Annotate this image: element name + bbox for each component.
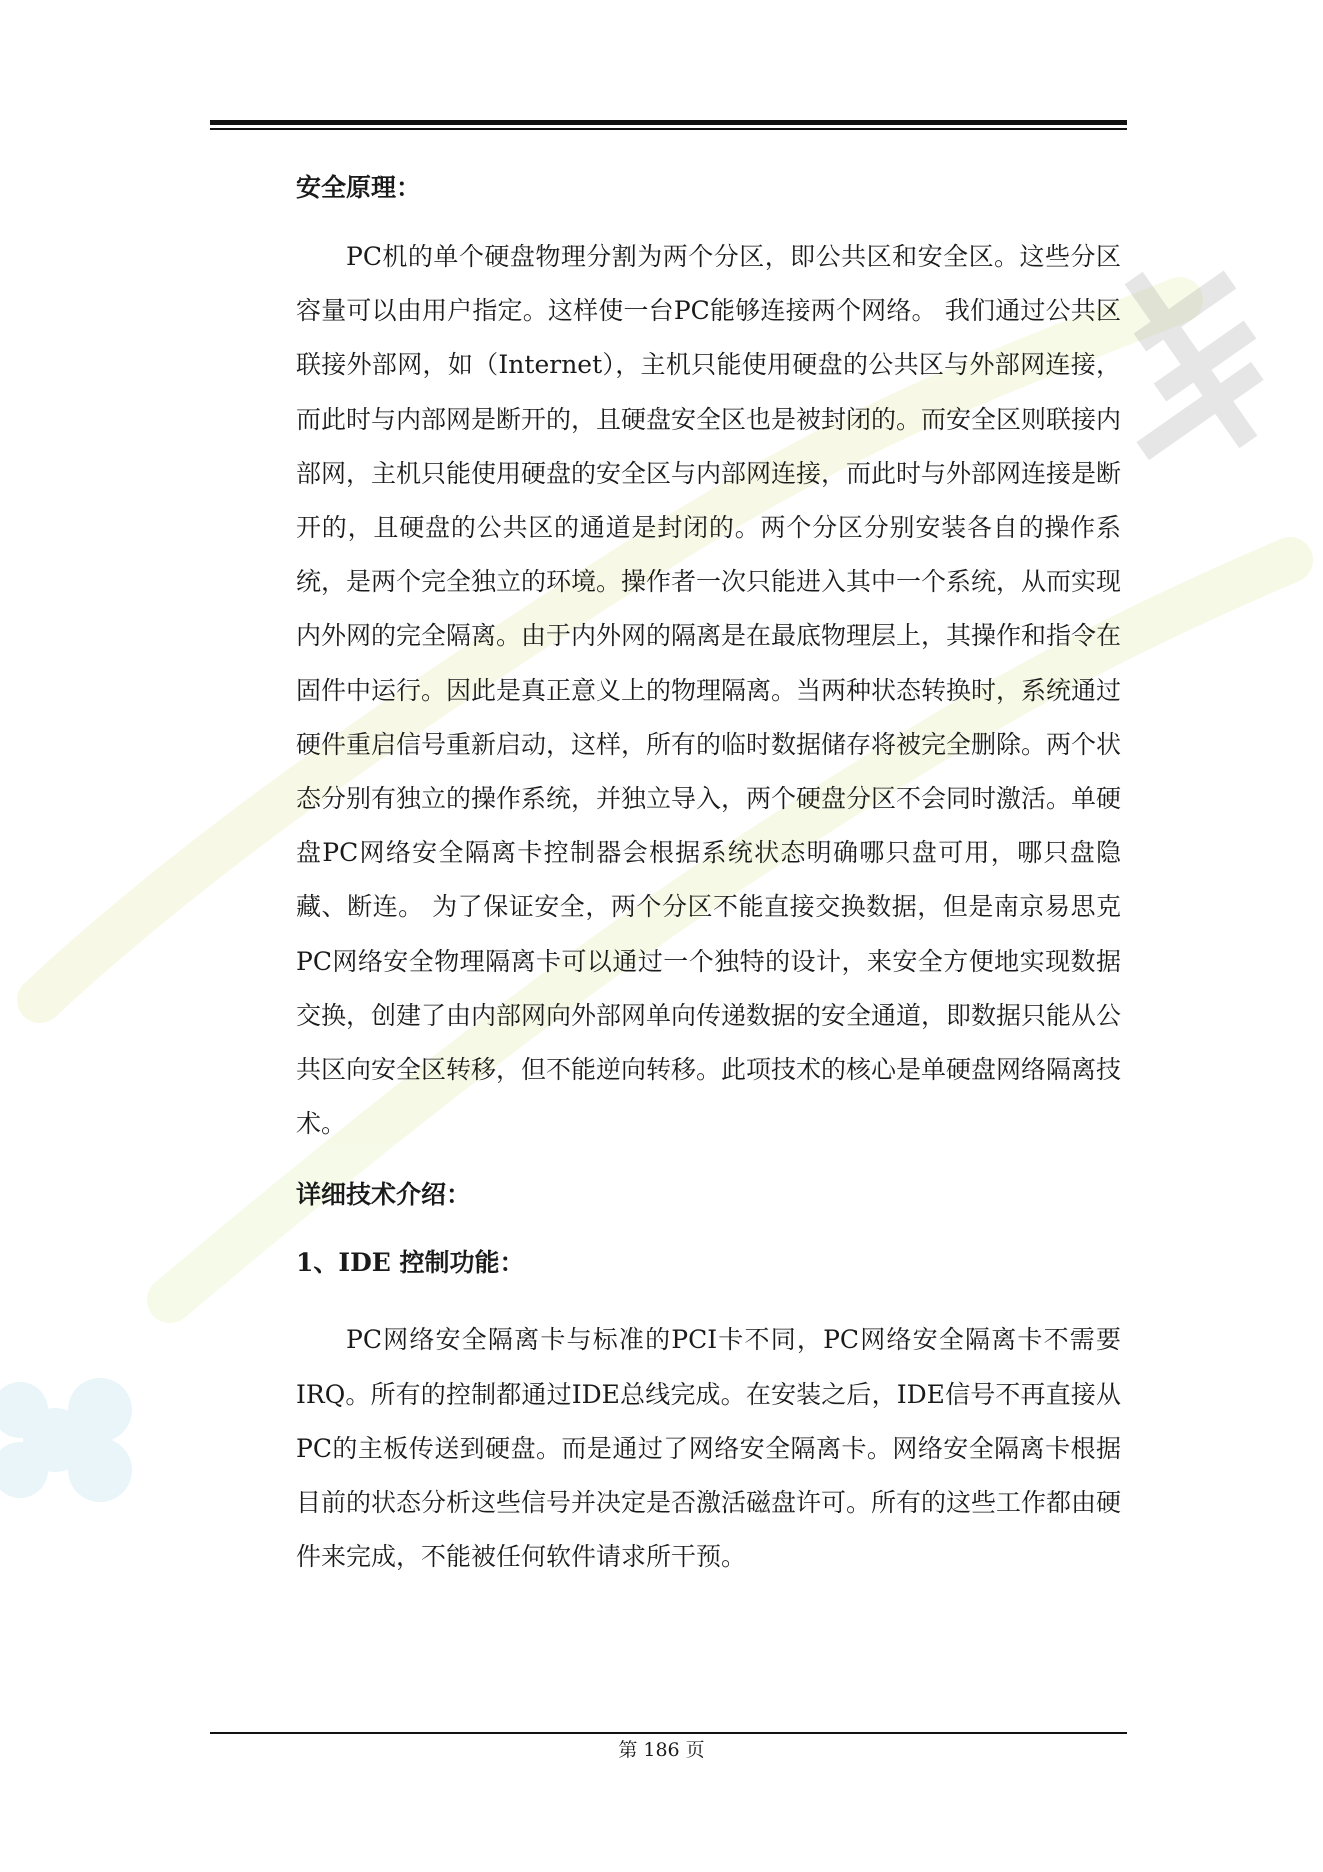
watermark-logo-icon bbox=[1125, 270, 1264, 460]
header-rule-thick bbox=[210, 120, 1127, 125]
section-heading-technical-details: 详细技术介绍： bbox=[296, 1180, 472, 1210]
subheading-ide-control: 1、IDE 控制功能： bbox=[296, 1248, 525, 1278]
page-number: 第 186 页 bbox=[618, 1739, 705, 1761]
header-rule-thin bbox=[210, 128, 1127, 130]
section-heading-security-principle: 安全原理： bbox=[296, 173, 422, 202]
flower-icon bbox=[0, 1378, 132, 1502]
page-content bbox=[296, 168, 1121, 1584]
paragraph-security-principle: PC机的单个硬盘物理分割为两个分区，即公共区和安全区。这些分区容量可以由用户指定。这样使一台PC能够连接两个网络。 我们通过公共区联接外部网，如（Internet），主机只能使用硬盘的公共区与外部网连接，而此时与内部网是断开的，且硬盘安全区也是被封闭的。而安全区则联接内部网，主机只能使用硬盘的安全区与内部网连接，而此时与外部网连接是断开的，且硬盘的公共区的通道是封闭的。两个分区分别安装各自的操作系统，是两个完全独立的环境。操作者一次只能进入其中一个系统，从而实现内外网的完全隔离。由于内外网的隔离是在最底物理层上，其操作和指令在固件中运行。因此是真正意义上的物理隔离。当两种状态转换时，系统通过硬件重启信号重新启动，这样，所有的临时数据储存将被完全删除。两个状态分别有独立的操作系统，并独立导入，两个硬盘分区不会同时激活。单硬盘PC网络安全隔离卡控制器会根据系统状态明确哪只盘可用，哪只盘隐藏、断连。 为了保证安全，两个分区不能直接交换数据，但是南京易思克PC网络安全物理隔离卡可以通过一个独特的设计，来安全方便地实现数据交换，创建了由内部网向外部网单向传递数据的安全通道，即数据只能从公共区向安全区转移，但不能逆向转移。此项技术的核心是单硬盘网络隔离技术。 bbox=[296, 242, 1122, 1139]
paragraph-ide-control: PC网络安全隔离卡与标准的PCI卡不同，PC网络安全隔离卡不需要IRQ。所有的控制都通过IDE总线完成。在安装之后，IDE信号不再直接从PC的主板传送到硬盘。而是通过了网络安全隔离卡。网络安全隔离卡根据目前的状态分析这些信号并决定是否激活磁盘许可。所有的这些工作都由硬件来完成，不能被任何软件请求所干预。 bbox=[296, 1325, 1122, 1572]
footer-rule bbox=[210, 1732, 1127, 1734]
